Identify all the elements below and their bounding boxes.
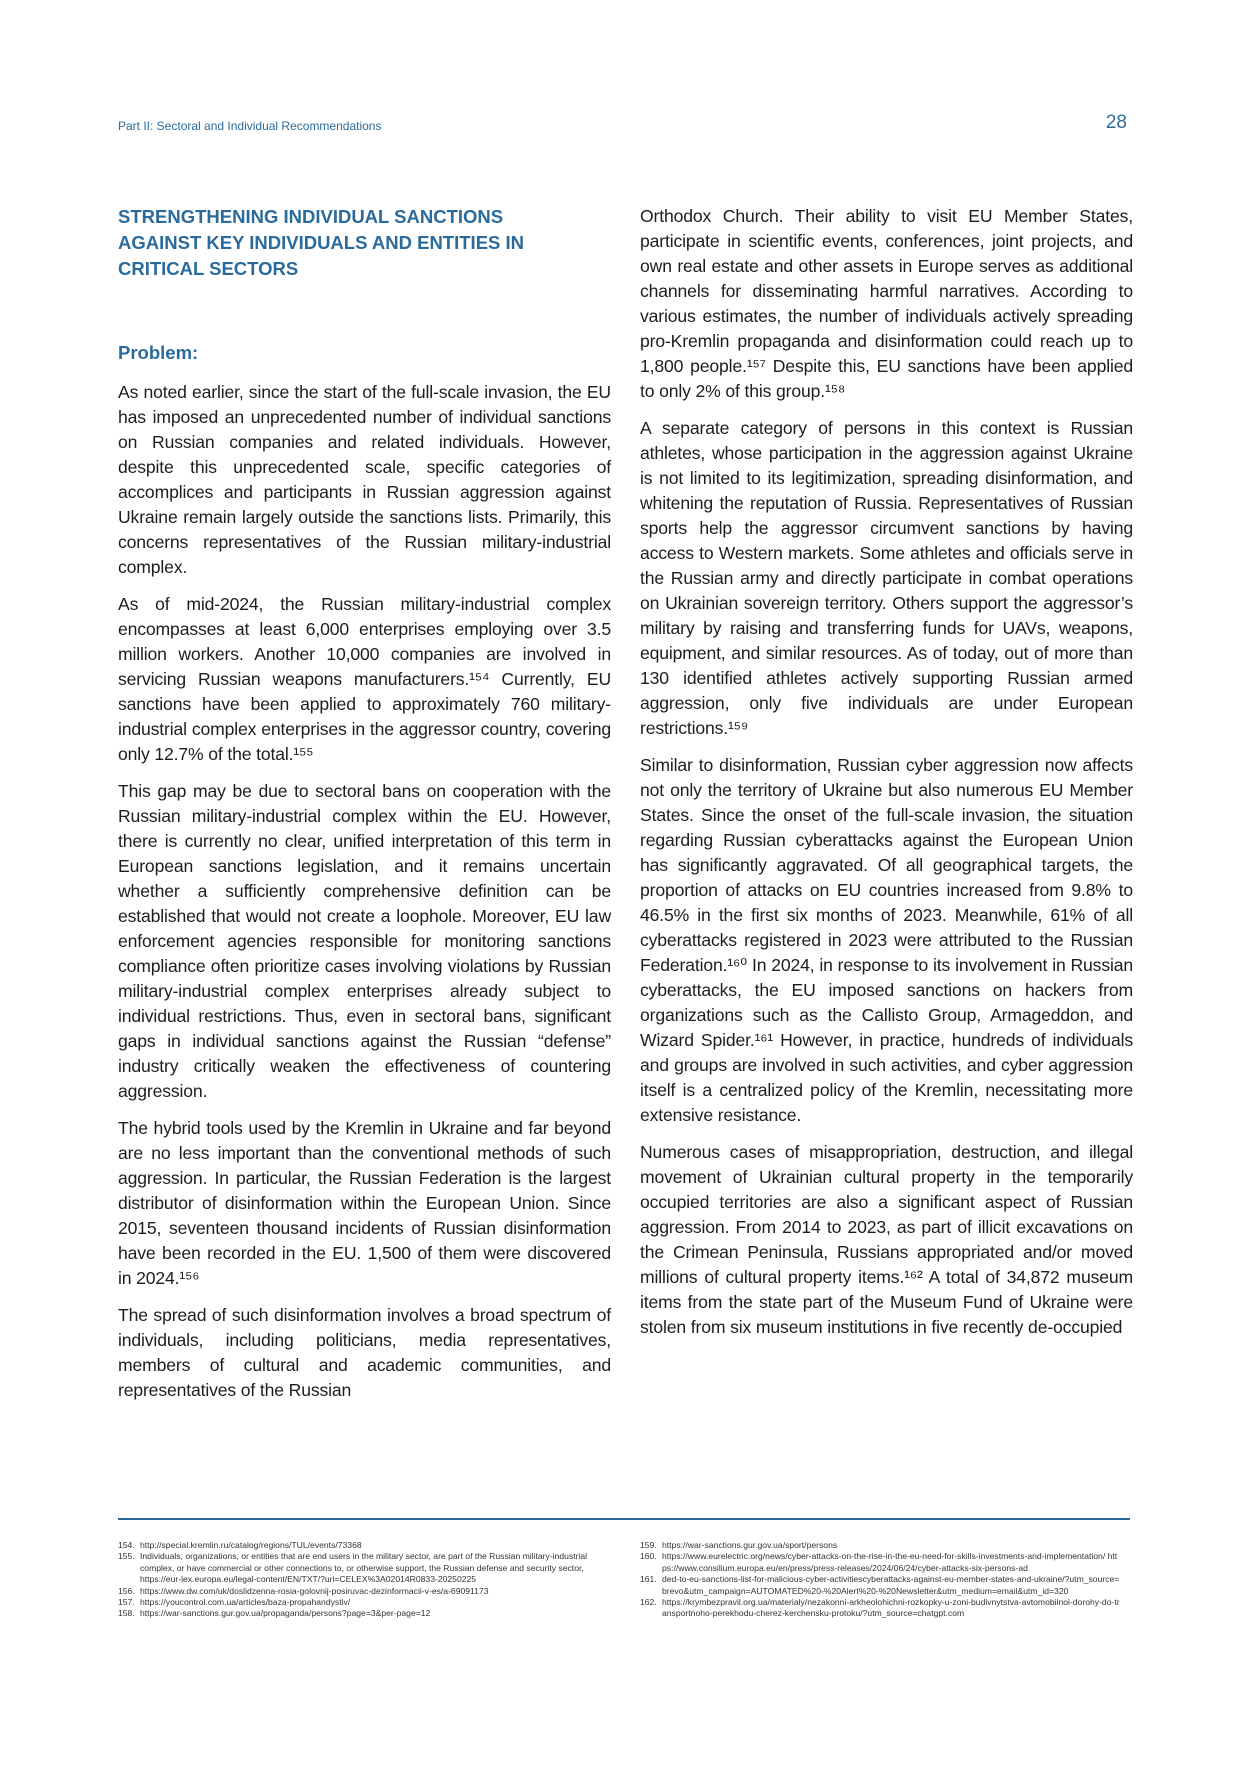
footnote-text[interactable]: https://krymbezpravil.org.ua/materialy/nezakonni-arkheolohichni-rozkopky-u-zoni-budivnytstva-avtomobilnoi-dorohy-do-transportnoho-perekhodu-cherez-kerchensku-protoku/?utm_source=chatgpt.com bbox=[662, 1597, 1120, 1619]
footnote-number: 158. bbox=[118, 1608, 135, 1619]
problem-heading: Problem: bbox=[118, 342, 199, 363]
footnote-number: 155. bbox=[118, 1551, 135, 1562]
footnote-text[interactable]: https://www.dw.com/uk/doslidzenna-rosia-golovnij-posiruvac-dezinformacii-v-es/a-69091173 bbox=[140, 1585, 489, 1596]
paragraph: As of mid-2024, the Russian military-industrial complex encompasses at least 6,000 enterprises employing over 3.5 million workers. Another 10,000 companies are involved in servicing Russian weapons manufacturers.¹⁵⁴ Currently, EU sanctions have been applied to approximately 760 military-industrial complex enterprises in the aggressor country, covering only 12.7% of the total.¹⁵⁵ bbox=[118, 594, 611, 764]
footnote bbox=[118, 1540, 598, 1551]
paragraph: As noted earlier, since the start of the full-scale invasion, the EU has imposed an unprecedented number of individual sanctions on Russian companies and related individuals. However, despite this unprecedented scale, specific categories of accomplices and participants in Russian aggression against Ukraine remain largely outside the sanctions lists. Primarily, this concerns representatives of the Russian military-industrial complex. bbox=[118, 382, 611, 577]
paragraph: This gap may be due to sectoral bans on cooperation with the Russian military-industrial complex within the EU. However, there is currently no clear, unified interpretation of this term in European sanctions legislation, and it remains uncertain whether a sufficiently comprehensive definition can be established that would not create a loophole. Moreover, EU law enforcement agencies responsible for monitoring sanctions compliance often prioritize cases involving violations by Russian military-industrial complex enterprises already subject to individual restrictions. Thus, even in sectoral bans, significant gaps in individual sanctions against the Russian “defense” industry critically weaken the effectiveness of countering aggression. bbox=[118, 781, 611, 1101]
paragraph: Similar to disinformation, Russian cyber aggression now affects not only the territory of Ukraine but also numerous EU Member States. Since the onset of the full-scale invasion, the situation regarding Russian cyberattacks against the European Union has significantly aggravated. Of all geographical targets, the proportion of attacks on EU countries increased from 9.8% to 46.5% in the first six months of 2023. Meanwhile, 61% of all cyberattacks registered in 2023 were attributed to the Russian Federation.¹⁶⁰ In 2024, in response to its involvement in Russian cyberattacks, the EU imposed sanctions on hackers from organizations such as the Callisto Group, Armageddon, and Wizard Spider.¹⁶¹ However, in practice, hundreds of individuals and groups are involved in such activities, and cyber aggression itself is a centralized policy of the Kremlin, necessitating more extensive resistance. bbox=[640, 755, 1133, 1125]
footnote bbox=[118, 1608, 598, 1619]
footnote-text[interactable]: https://youcontrol.com.ua/articles/baza-propahandystiv/ bbox=[140, 1597, 351, 1608]
running-header: Part II: Sectoral and Individual Recommendations bbox=[118, 119, 382, 133]
footnote-divider bbox=[118, 1518, 1130, 1520]
page-number: 28 bbox=[1105, 112, 1127, 133]
footnote bbox=[118, 1551, 598, 1585]
paragraph: The spread of such disinformation involves a broad spectrum of individuals, including politicians, media representatives, members of cultural and academic communities, and representatives of the Russian bbox=[118, 1305, 611, 1400]
footnote bbox=[640, 1597, 1120, 1620]
footnote bbox=[640, 1551, 1120, 1574]
footnote-text[interactable]: https://war-sanctions.gur.gov.ua/sport/persons bbox=[662, 1540, 838, 1550]
footnote bbox=[640, 1540, 1120, 1551]
right-column bbox=[640, 204, 1133, 1352]
footnote-number: 162. bbox=[640, 1597, 657, 1608]
footnote bbox=[640, 1574, 1120, 1597]
footnote bbox=[118, 1597, 598, 1608]
footnote-text[interactable]: https://www.eurelectric.org/news/cyber-attacks-on-the-rise-in-the-eu-need-for-skills-investments-and-implementation/ https://www.consilium.europa.eu/en/press/press-releases/2024/06/24/cyber-attacks-six-persons-ad bbox=[662, 1551, 1118, 1573]
footnote-number: 156. bbox=[118, 1585, 135, 1596]
footnote-number: 161. bbox=[640, 1574, 657, 1585]
footnotes-right bbox=[640, 1540, 1120, 1620]
paragraph: Numerous cases of misappropriation, destruction, and illegal movement of Ukrainian cultural property in the temporarily occupied territories are also a significant aspect of Russian aggression. From 2014 to 2023, as part of illicit excavations on the Crimean Peninsula, Russians appropriated and/or moved millions of cultural property items.¹⁶² A total of 34,872 museum items from the state part of the Museum Fund of Ukraine were stolen from six museum institutions in five recently de-occupied bbox=[640, 1142, 1133, 1337]
paragraph: The hybrid tools used by the Kremlin in Ukraine and far beyond are no less important than the conventional methods of such aggression. In particular, the Russian Federation is the largest distributor of disinformation within the European Union. Since 2015, seventeen thousand incidents of Russian disinformation have been recorded in the EU. 1,500 of them were discovered in 2024.¹⁵⁶ bbox=[118, 1118, 611, 1288]
footnote-number: 160. bbox=[640, 1551, 657, 1562]
footnote bbox=[118, 1586, 598, 1597]
paragraph: A separate category of persons in this context is Russian athletes, whose participation in the aggression against Ukraine is not limited to its legitimization, spreading disinformation, and whitening the reputation of Russia. Representatives of Russian sports help the aggressor circumvent sanctions by having access to Western markets. Some athletes and officials serve in the Russian army and directly participate in combat operations on Ukrainian sovereign territory. Others support the aggressor’s military by raising and transferring funds for UAVs, weapons, equipment, and similar resources. As of today, out of more than 130 identified athletes actively supporting Russian armed aggression, only five individuals are under European restrictions.¹⁵⁹ bbox=[640, 418, 1133, 738]
footnotes-left bbox=[118, 1540, 598, 1620]
footnote-text[interactable]: https://war-sanctions.gur.gov.ua/propaganda/persons?page=3&per-page=12 bbox=[140, 1608, 431, 1619]
left-column bbox=[118, 204, 611, 1415]
footnote-text[interactable]: http://special.kremlin.ru/catalog/regions/TUL/events/73368 bbox=[140, 1540, 362, 1550]
footnote-number: 157. bbox=[118, 1597, 135, 1608]
footnote-number: 159. bbox=[640, 1540, 657, 1550]
footnote-text[interactable]: Individuals, organizations, or entities that are end users in the military sector, are part of the Russian military-industrial complex, or have commercial or other connections to, or otherwise support, the Russian defense and security sector, https://eur-lex.europa.eu/legal-content/EN/TXT/?uri=CELEX%3A02014R0833-20250225 bbox=[140, 1551, 588, 1585]
footnote-text[interactable]: ded-to-eu-sanctions-list-for-malicious-cyber-activitiescyberattacks-against-eu-member-states-and-ukraine/?utm_source=brevo&utm_campaign=AUTOMATED%20-%20Alert%20-%20Newsletter&utm_medium=email&utm_id=320 bbox=[662, 1574, 1120, 1596]
footnote-number: 154. bbox=[118, 1540, 135, 1550]
section-title: STRENGTHENING INDIVIDUAL SANCTIONS AGAINST KEY INDIVIDUALS AND ENTITIES IN CRITICAL SECTORS bbox=[118, 206, 525, 279]
paragraph: Orthodox Church. Their ability to visit EU Member States, participate in scientific events, conferences, joint projects, and own real estate and other assets in Europe serves as additional channels for disseminating harmful narratives. According to various estimates, the number of individuals actively spreading pro-Kremlin propaganda and disinformation could reach up to 1,800 people.¹⁵⁷ Despite this, EU sanctions have been applied to only 2% of this group.¹⁵⁸ bbox=[640, 206, 1133, 401]
